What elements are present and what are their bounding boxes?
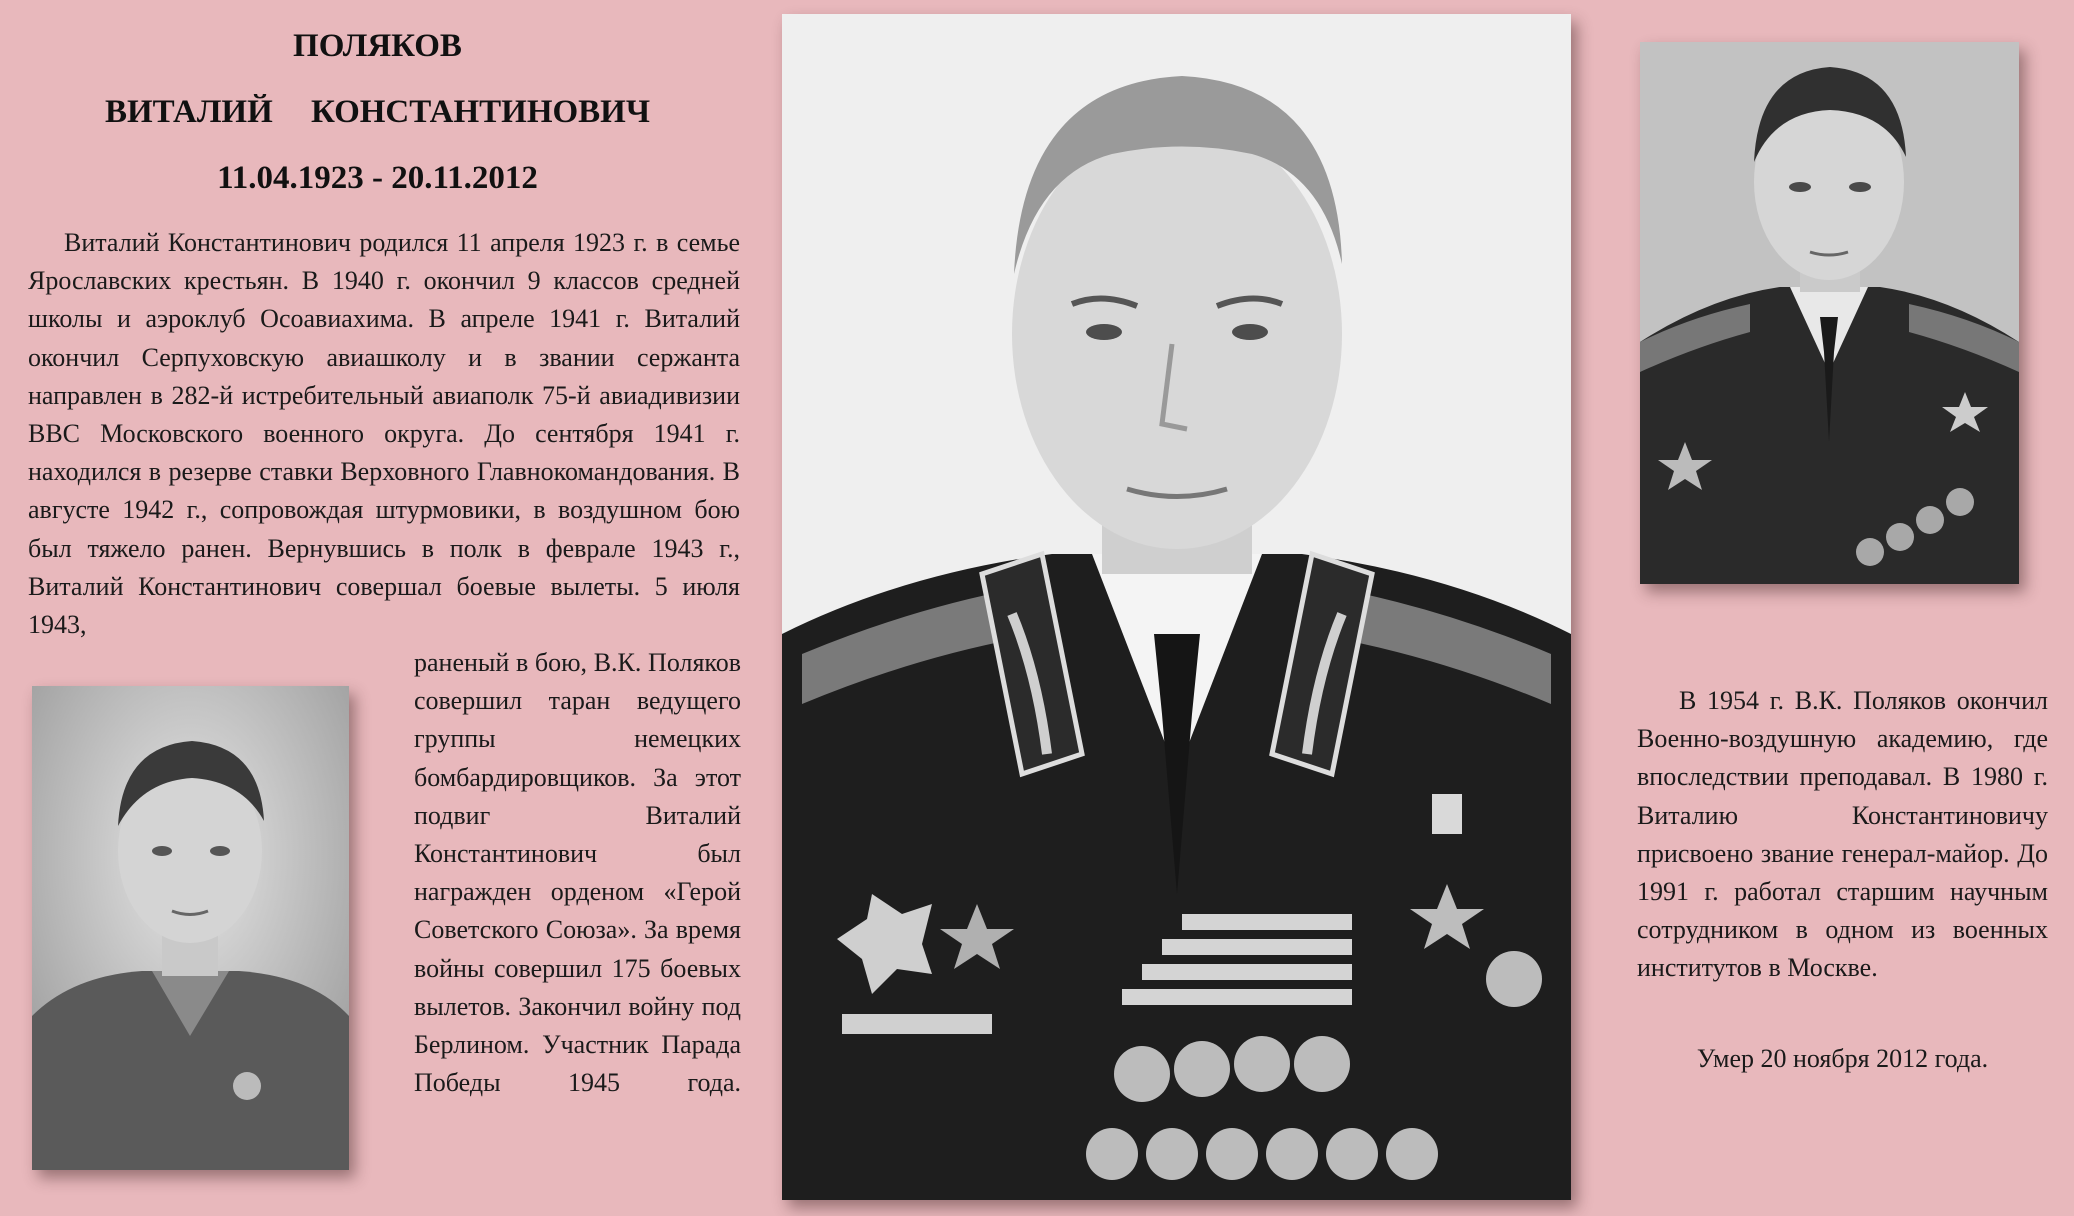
biography-paragraph-bottom: раненый в бою, В.К. Поляков совершил таран ведущего группы немецких бомбардировщиков. За этот подвиг Виталий Константинович был награжден орденом «Герой Советского Союза». За время войны совершил 175 боевых вылетов. Закончил войну под Берлином. Участник Парада Победы 1945 года.: [414, 648, 741, 1098]
death-note: Умер 20 ноября 2012 года.: [1696, 1044, 1989, 1073]
given-names-heading: ВИТАЛИЙ КОНСТАНТИНОВИЧ: [104, 94, 651, 130]
biography-paragraph-top: Виталий Константинович родился 11 апреля 1923 г. в семье Ярославских крестьян. В 1940 г. окончил 9 классов средней школы и аэроклуб Осоавиахима. В апреле 1941 г. Виталий окончил Серпуховскую авиашколу и в звании сержанта направлен в 282-й истребительный авиаполк 75-й авиадивизии ВВС Московского военного округа. До сентября 1941 г. находился в резерве ставки Верховного Главнокомандования. В августе 1942 г., сопровождая штурмовики, в воздушном бою был тяжело ранен. Вернувшись в полк в феврале 1943 г., Виталий Константинович совершал боевые вылеты. 5 июля 1943,: [28, 228, 740, 640]
young-portrait-photo: [32, 686, 349, 1170]
biography-paragraph-right: В 1954 г. В.К. Поляков окончил Военно-воздушную академию, где впоследствии преподавал. В 1980 г. Виталию Константиновичу присвоено звание генерал-майор. До 1991 г. работал старшим научным сотрудником в одном из военных институтов в Москве.: [1637, 686, 2048, 983]
surname-heading: ПОЛЯКОВ: [293, 28, 462, 64]
officer-portrait-photo: [1640, 42, 2019, 584]
main-portrait-photo: [782, 14, 1571, 1200]
life-dates-heading: 11.04.1923 - 20.11.2012: [217, 160, 538, 196]
